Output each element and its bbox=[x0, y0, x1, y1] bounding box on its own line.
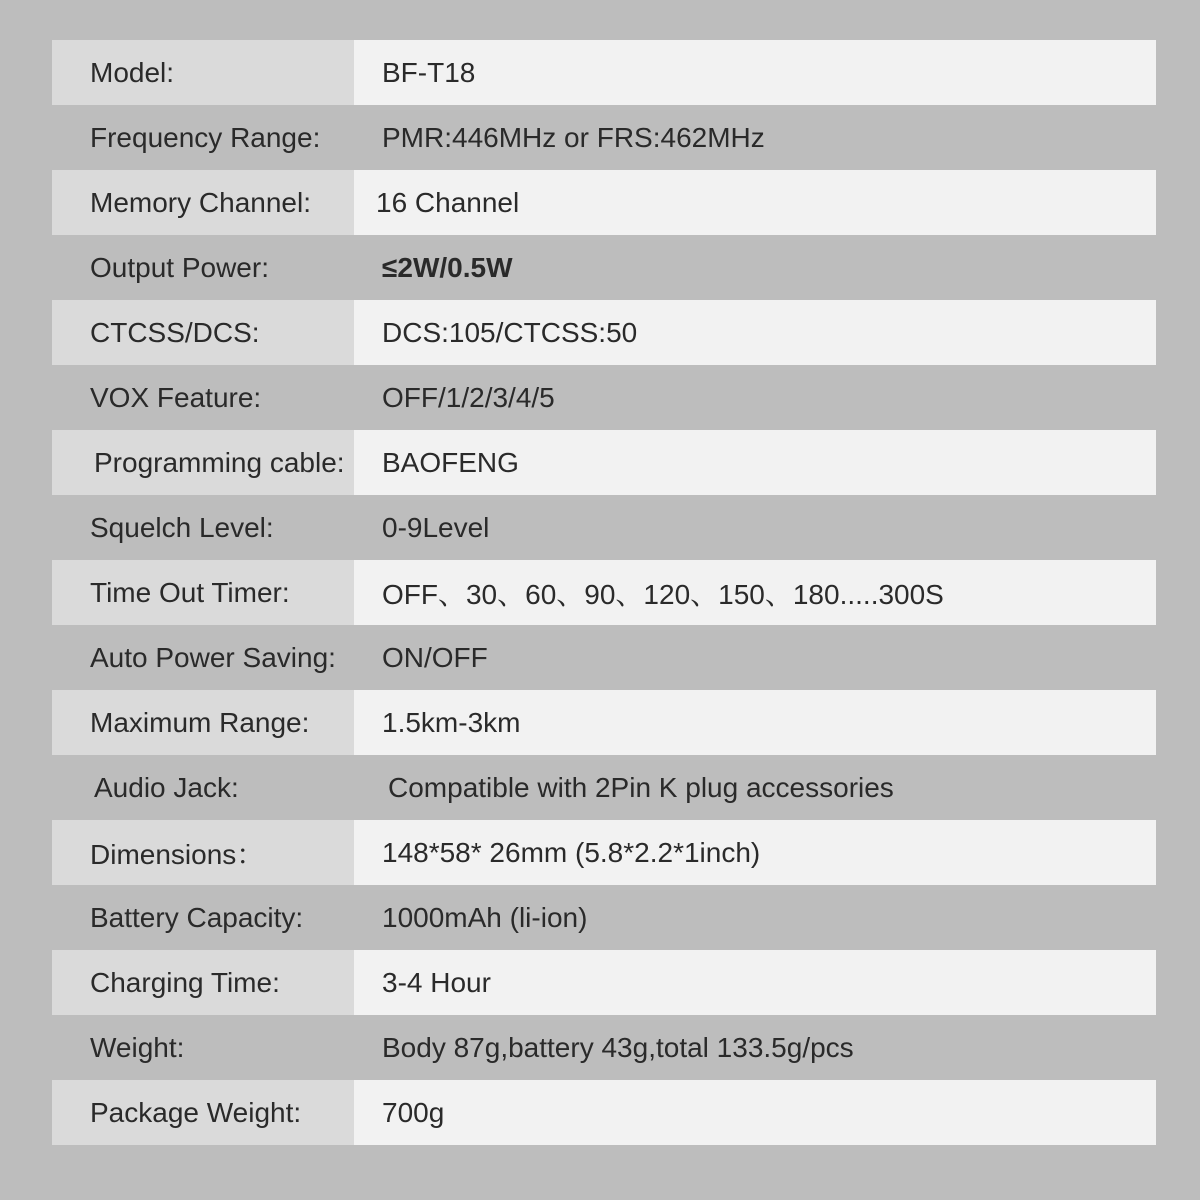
spec-value: Body 87g,battery 43g,total 133.5g/pcs bbox=[382, 1031, 854, 1063]
spec-value: 1.5km-3km bbox=[354, 690, 1156, 755]
spec-row-battery-capacity bbox=[52, 885, 1156, 950]
spec-value: BF-T18 bbox=[354, 40, 1156, 105]
spec-value: BAOFENG bbox=[354, 430, 1156, 495]
spec-label: Programming cable: bbox=[94, 446, 345, 478]
spec-row-frequency-range bbox=[52, 105, 1156, 170]
spec-row-squelch-level bbox=[52, 495, 1156, 560]
spec-value: OFF、30、60、90、120、150、180.....300S bbox=[354, 560, 1156, 625]
spec-row-weight bbox=[52, 1015, 1156, 1080]
spec-value: 3-4 Hour bbox=[354, 950, 1156, 1015]
spec-value: DCS:105/CTCSS:50 bbox=[354, 300, 1156, 365]
spec-value: 16 Channel bbox=[354, 170, 1156, 235]
spec-row-dimensions bbox=[52, 820, 1156, 885]
spec-row-auto-power-saving bbox=[52, 625, 1156, 690]
spec-row-charging-time bbox=[52, 950, 1156, 1015]
spec-row-vox-feature bbox=[52, 365, 1156, 430]
spec-value: 700g bbox=[354, 1080, 1156, 1145]
spec-label: Time Out Timer: bbox=[90, 576, 290, 608]
spec-label: Audio Jack: bbox=[94, 771, 239, 803]
spec-value: 148*58* 26mm (5.8*2.2*1inch) bbox=[354, 820, 1156, 885]
spec-label: Weight: bbox=[90, 1031, 185, 1063]
spec-label: CTCSS/DCS: bbox=[90, 316, 260, 348]
spec-value: ON/OFF bbox=[382, 641, 488, 673]
spec-value: OFF/1/2/3/4/5 bbox=[382, 381, 555, 413]
spec-label: Auto Power Saving: bbox=[90, 641, 336, 673]
spec-table bbox=[52, 40, 1156, 1145]
spec-row-time-out-timer bbox=[52, 560, 1156, 625]
spec-value: 0-9Level bbox=[382, 511, 490, 543]
spec-value: ≤2W/0.5W bbox=[382, 251, 513, 283]
spec-label: Model: bbox=[90, 56, 175, 88]
spec-label: Frequency Range: bbox=[90, 121, 321, 153]
spec-row-model bbox=[52, 40, 1156, 105]
spec-row-package-weight bbox=[52, 1080, 1156, 1145]
spec-label: VOX Feature: bbox=[90, 381, 262, 413]
spec-value: 1000mAh (li-ion) bbox=[382, 901, 588, 933]
spec-label: Package Weight: bbox=[90, 1096, 302, 1128]
spec-label: Squelch Level: bbox=[90, 511, 274, 543]
spec-label: Battery Capacity: bbox=[90, 901, 304, 933]
spec-row-output-power bbox=[52, 235, 1156, 300]
spec-row-memory-channel bbox=[52, 170, 1156, 235]
spec-row-programming-cable bbox=[52, 430, 1156, 495]
spec-row-audio-jack bbox=[52, 755, 1156, 820]
spec-label: Charging Time: bbox=[90, 966, 280, 998]
spec-value: Compatible with 2Pin K plug accessories bbox=[388, 771, 894, 803]
spec-label: Dimensions： bbox=[90, 838, 265, 870]
spec-label: Maximum Range: bbox=[90, 706, 310, 738]
spec-row-ctcss-dcs bbox=[52, 300, 1156, 365]
spec-label: Memory Channel: bbox=[90, 186, 311, 218]
spec-value: PMR:446MHz or FRS:462MHz bbox=[382, 121, 765, 153]
spec-row-maximum-range bbox=[52, 690, 1156, 755]
spec-label: Output Power: bbox=[90, 251, 269, 283]
